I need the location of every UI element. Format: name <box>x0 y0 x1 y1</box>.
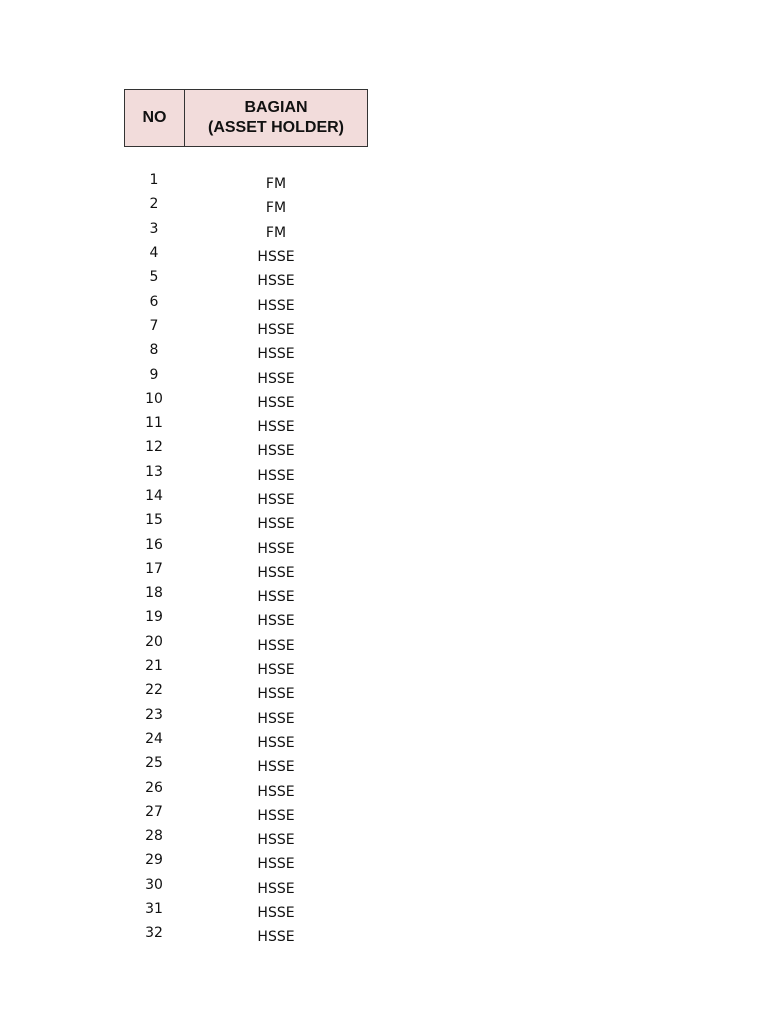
row-bagian: HSSE <box>257 492 295 508</box>
row-bagian: HSSE <box>257 783 295 800</box>
row-bagian: HSSE <box>257 394 295 411</box>
row-bagian: HSSE <box>257 880 295 897</box>
table-row <box>124 340 368 364</box>
table-row <box>124 705 368 729</box>
row-bagian: HSSE <box>257 929 295 946</box>
row-bagian: FM <box>265 200 287 217</box>
row-number: 5 <box>149 269 159 286</box>
row-number: 32 <box>145 925 163 942</box>
row-bagian: HSSE <box>257 734 295 751</box>
row-number: 1 <box>149 172 159 189</box>
row-bagian: HSSE <box>257 759 295 776</box>
table-row <box>124 291 368 315</box>
row-bagian: HSSE <box>257 686 295 703</box>
row-number: 3 <box>149 220 159 237</box>
row-number: 4 <box>149 245 159 262</box>
row-bagian: HSSE <box>257 589 295 606</box>
table-row <box>124 583 368 607</box>
row-bagian: HSSE <box>257 346 295 363</box>
table-row <box>124 413 368 437</box>
row-bagian: HSSE <box>257 613 295 630</box>
row-bagian: HSSE <box>257 807 295 824</box>
row-bagian: HSSE <box>257 564 295 581</box>
row-bagian: HSSE <box>257 637 295 654</box>
row-bagian: HSSE <box>257 419 295 436</box>
row-number: 18 <box>145 585 163 602</box>
table-row <box>124 437 368 461</box>
row-number: 23 <box>145 706 163 723</box>
table-row <box>124 194 368 218</box>
table-row <box>124 486 368 510</box>
table-row <box>124 559 368 583</box>
table-row <box>124 267 368 291</box>
row-number: 12 <box>145 439 163 456</box>
table-body <box>124 170 368 948</box>
row-number: 6 <box>149 293 159 310</box>
row-bagian: HSSE <box>257 297 295 314</box>
table-row <box>124 170 368 194</box>
table-row <box>124 534 368 558</box>
row-number: 22 <box>145 682 163 699</box>
table-row <box>124 729 368 753</box>
row-number: 24 <box>145 730 163 747</box>
row-bagian: HSSE <box>257 832 295 849</box>
row-bagian: HSSE <box>257 905 295 922</box>
row-bagian: HSSE <box>257 443 295 460</box>
column-header-bagian-line1: BAGIAN <box>244 99 308 116</box>
row-number: 21 <box>145 658 163 675</box>
row-number: 7 <box>149 317 159 334</box>
row-number: 31 <box>145 901 163 918</box>
row-number: 9 <box>149 366 159 383</box>
row-number: 30 <box>145 876 163 893</box>
table-header <box>124 89 368 147</box>
table-row <box>124 219 368 243</box>
table-row <box>124 802 368 826</box>
table-row <box>124 389 368 413</box>
row-bagian: HSSE <box>257 467 295 484</box>
table-row <box>124 316 368 340</box>
column-header-no <box>125 90 185 146</box>
table-row <box>124 632 368 656</box>
row-bagian: HSSE <box>257 540 295 557</box>
row-number: 19 <box>145 609 163 626</box>
row-bagian: HSSE <box>257 662 295 679</box>
row-bagian: HSSE <box>257 273 295 290</box>
row-bagian: HSSE <box>257 710 295 727</box>
row-bagian: HSSE <box>257 856 295 873</box>
table-row <box>124 777 368 801</box>
row-number: 2 <box>149 196 159 213</box>
row-number: 13 <box>145 463 163 480</box>
row-bagian: HSSE <box>257 321 295 338</box>
row-number: 17 <box>145 560 163 577</box>
table-row <box>124 680 368 704</box>
table-row <box>124 243 368 267</box>
column-header-bagian-line2: (ASSET HOLDER) <box>208 119 344 136</box>
table-row <box>124 656 368 680</box>
table-row <box>124 607 368 631</box>
row-bagian: FM <box>265 224 287 241</box>
row-number: 16 <box>145 536 163 553</box>
row-number: 26 <box>145 779 163 796</box>
row-number: 28 <box>145 828 163 845</box>
row-bagian: HSSE <box>257 249 295 266</box>
row-bagian: FM <box>265 176 287 193</box>
row-number: 25 <box>145 755 163 772</box>
table-row <box>124 923 368 947</box>
row-number: 29 <box>145 852 163 869</box>
row-bagian: HSSE <box>257 370 295 387</box>
table-row <box>124 899 368 923</box>
row-number: 8 <box>149 342 159 359</box>
table-row <box>124 753 368 777</box>
row-number: 27 <box>145 803 163 820</box>
table-row <box>124 826 368 850</box>
table-row <box>124 462 368 486</box>
column-header-bagian <box>185 90 367 146</box>
row-number: 10 <box>145 390 163 407</box>
row-number: 11 <box>145 415 163 432</box>
table-row <box>124 364 368 388</box>
row-bagian: HSSE <box>257 516 295 533</box>
table-row <box>124 875 368 899</box>
row-number: 20 <box>145 633 163 650</box>
table-row <box>124 850 368 874</box>
column-header-no-label: NO <box>142 109 167 126</box>
table-row <box>124 510 368 534</box>
row-number: 15 <box>145 512 163 529</box>
row-number: 14 <box>145 488 163 504</box>
